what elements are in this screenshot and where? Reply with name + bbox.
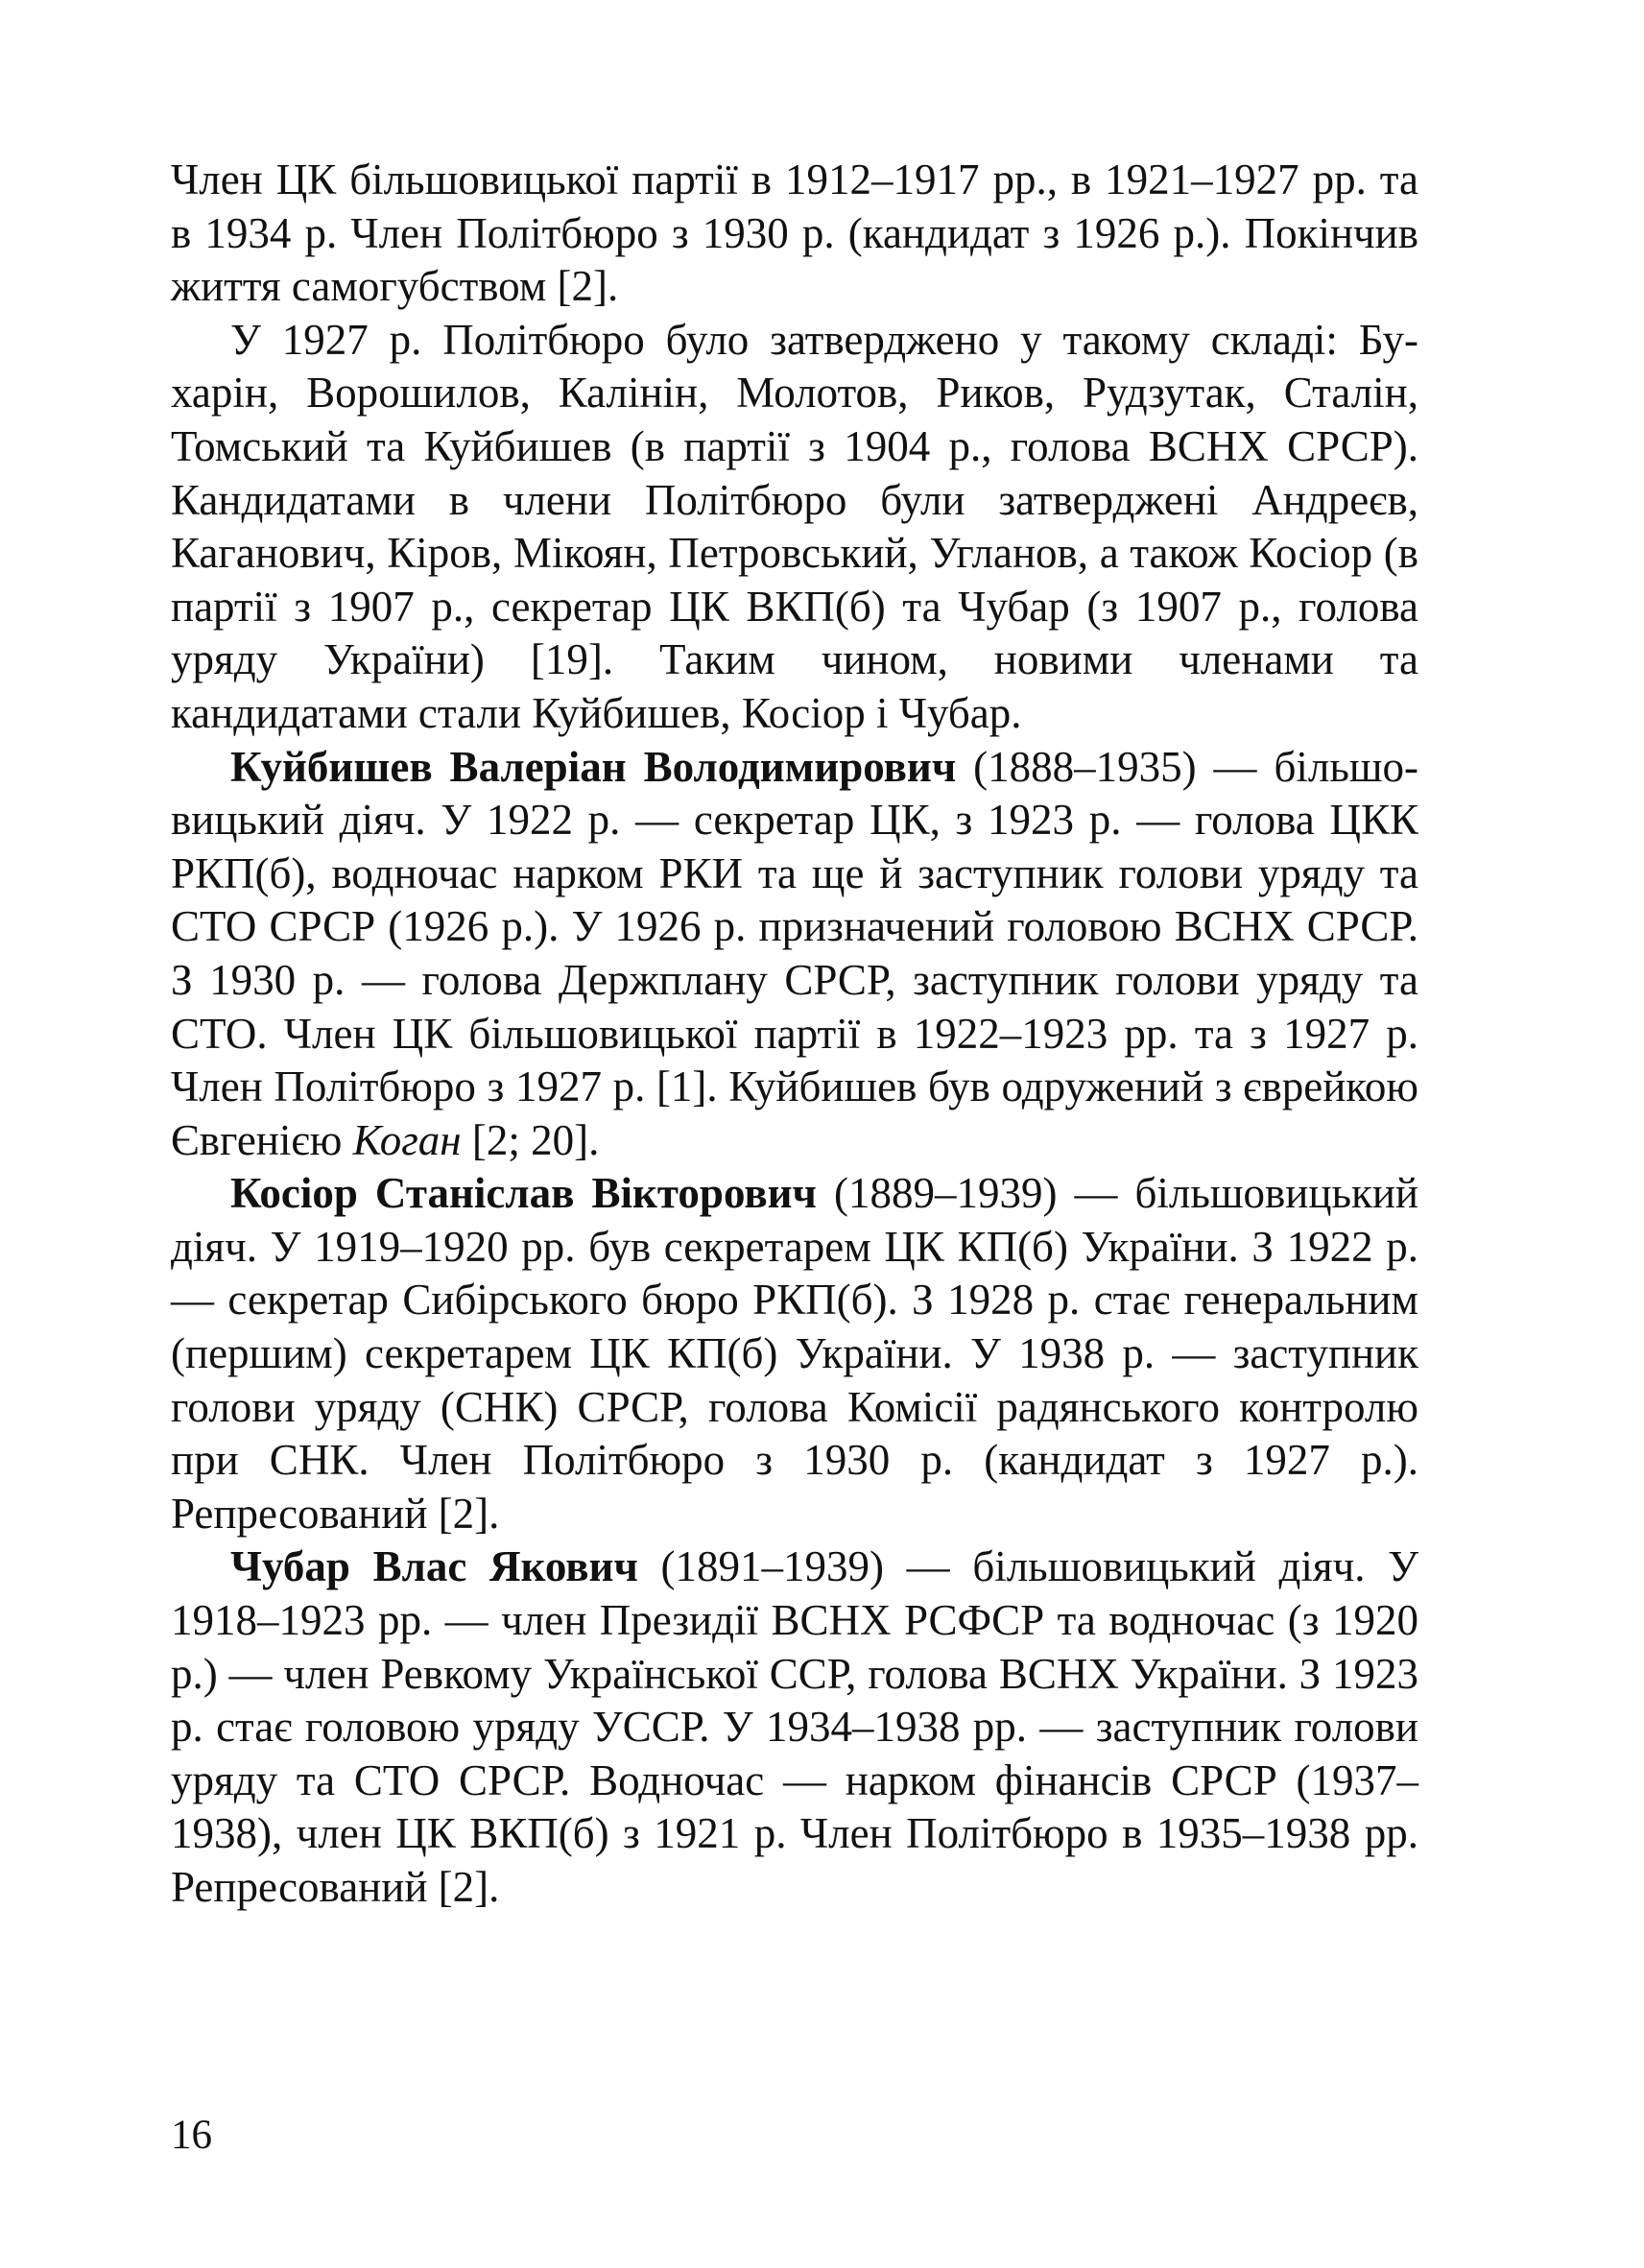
body-text [171, 154, 1418, 1915]
paragraph-text: Член ЦК більшовицької партії в 1912–1917 рр., в 1921–1927 рр. та в 1934 р. Член Політбюро з 1930 р. (кандидат з 1926 р.). Покінчив життя самогубством [2]. [171, 155, 1418, 311]
italic-surname: Коган [352, 1115, 462, 1164]
page-number: 16 [171, 2113, 212, 2158]
paragraph-text: (1891–1939) — більшовицький діяч. У 1918–1923 рр. — член Президії ВСНХ РСФСР та водночас (з 1920 р.) — член Ревкому Української ССР, голова ВСНХ України. З 1923 р. стає головою уряду УССР. У 1934–1938 рр. — заступник голови уряду та СТО СРСР. Водночас — нарком фінансів СРСР (1937–1938), член ЦК ВКП(б) з 1921 р. Член Політбюро в 1935–1938 рр. Репресований [2]. [171, 1542, 1418, 1911]
person-name-kosior: Косіор Станіслав Вікторович [230, 1169, 817, 1218]
paragraph-text: (1888–1935) — більшовицький діяч. У 1922 р. — секретар ЦК, з 1923 р. — голова ЦКК РКП(б), водночас нарком РКИ та ще й заступник голови уряду та СТО СРСР (1926 р.). У 1926 р. призначений головою ВСНХ СРСР. З 1930 р. — голова Держплану СРСР, заступник голови уряду та СТО. Член ЦК більшовицької партії в 1922–1923 рр. та з 1927 р. Член Політбюро з 1927 р. [1]. Куйбишев був одружений з єврейкою Євгенією [171, 742, 1419, 1164]
person-name-kuibyshev: Куйбишев Валеріан Володимирович [230, 742, 957, 791]
paragraph-chubar [171, 1540, 1418, 1914]
paragraph-politburo-1927 [171, 314, 1418, 741]
paragraph-text: У 1927 р. Політбюро було затверджено у такому складі: Бухарін, Ворошилов, Калінін, Молотов, Риков, Рудзутак, Сталін, Томський та Куйбишев (в партії з 1904 р., голова ВСНХ СРСР). Кандидатами в члени Політбюро були затверджені Андреєв, Каганович, Кіров, Мікоян, Петровський, Угланов, а також Косіор (в партії з 1907 р., секретар ЦК ВКП(б) та Чубар (з 1907 р., голова уряду України) [19]. Таким чином, новими членами та кандидатами стали Куйбишев, Косіор і Чубар. [171, 315, 1418, 737]
paragraph-text: (1889–1939) — більшовицький діяч. У 1919–1920 рр. був секретарем ЦК КП(б) України. З 1922 р. — секретар Сибірського бюро РКП(б). З 1928 р. стає генеральним (першим) секретарем ЦК КП(б) України. У 1938 р. — заступник голови уряду (СНК) СРСР, голова Комісії радянського контролю при СНК. Член Політбюро з 1930 р. (кандидат з 1927 р.). Репресований [2]. [171, 1169, 1418, 1538]
person-name-chubar: Чубар Влас Якович [230, 1542, 638, 1591]
paragraph-kuibyshev [171, 741, 1418, 1168]
paragraph-tail: [2; 20]. [461, 1115, 600, 1164]
paragraph-continuation [171, 154, 1418, 314]
paragraph-kosior [171, 1167, 1418, 1540]
